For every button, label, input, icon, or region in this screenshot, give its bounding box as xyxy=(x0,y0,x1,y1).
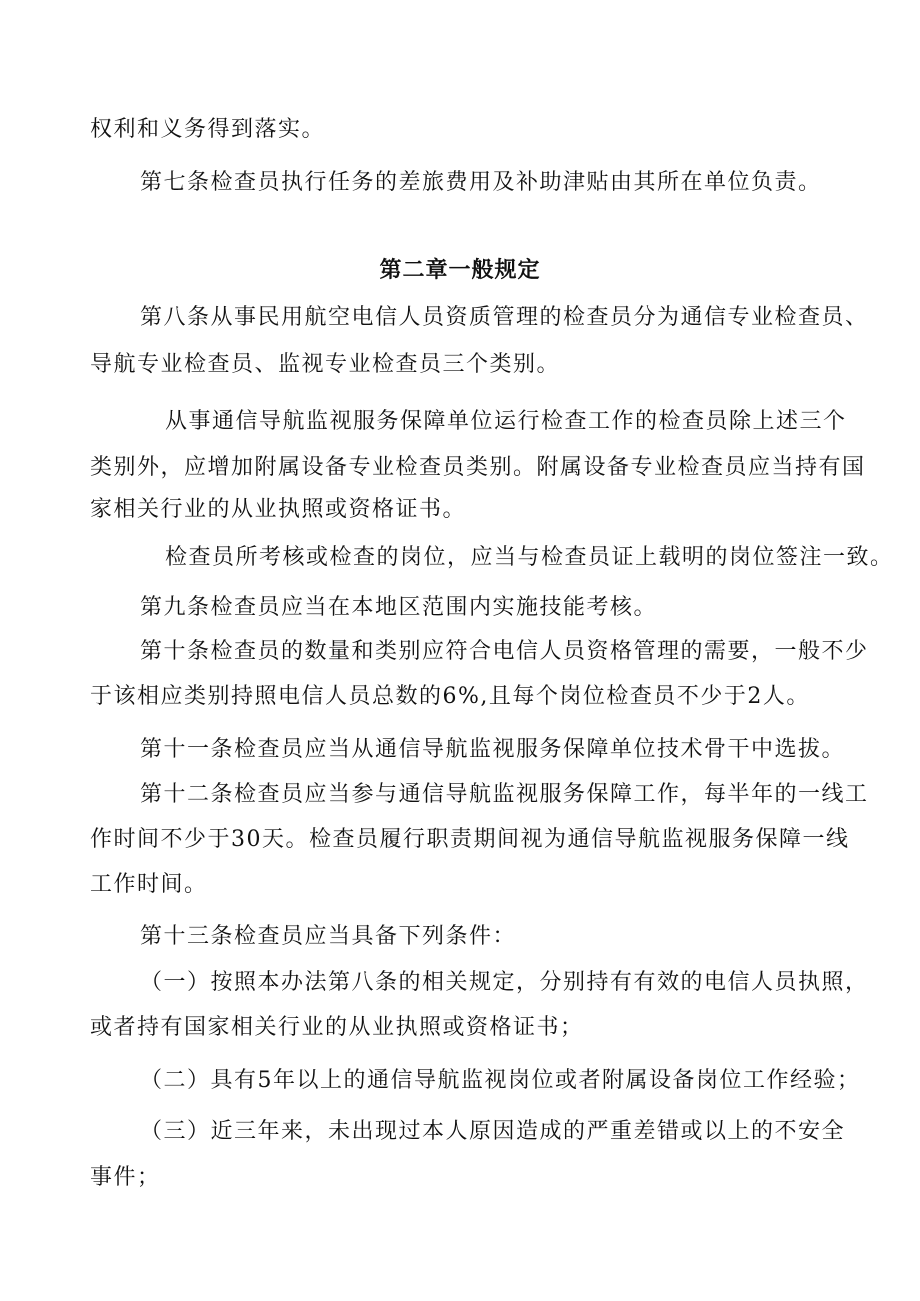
paragraph-line: 权利和义务得到落实。 xyxy=(90,117,326,142)
chapter-heading: 第二章一般规定 xyxy=(379,257,541,283)
paragraph-line: 家相关行业的从业执照或资格证书。 xyxy=(90,497,467,522)
article-10-line2: 于该相应类别持照电信人员总数的6%,且每个岗位检查员不少于2人。 xyxy=(90,684,810,709)
condition-3-line1: （三）近三年来，未出现过本人原因造成的严重差错或以上的不安全 xyxy=(140,1119,846,1144)
paragraph-line: 检查员所考核或检查的岗位，应当与检查员证上载明的岗位签注一致。 xyxy=(165,545,894,570)
article-8-line1: 第八条从事民用航空电信人员资质管理的检查员分为通信专业检查员、 xyxy=(140,305,869,330)
article-10-line1: 第十条检查员的数量和类别应符合电信人员资格管理的需要，一般不少 xyxy=(140,639,869,664)
article-13: 第十三条检查员应当具备下列条件： xyxy=(140,924,517,949)
paragraph-line: 类别外，应增加附属设备专业检查员类别。附属设备专业检查员应当持有国 xyxy=(90,455,866,480)
condition-1-line2: 或者持有国家相关行业的从业执照或资格证书； xyxy=(90,1015,584,1040)
article-11: 第十一条检查员应当从通信导航监视服务保障单位技术骨干中选拔。 xyxy=(140,737,846,762)
article-12-line2: 作时间不少于30天。检查员履行职责期间视为通信导航监视服务保障一线 xyxy=(90,827,850,852)
article-8-line2: 导航专业检查员、监视专业检查员三个类别。 xyxy=(90,352,561,377)
article-9: 第九条检查员应当在本地区范围内实施技能考核。 xyxy=(140,595,658,620)
article-12-line1: 第十二条检查员应当参与通信导航监视服务保障工作，每半年的一线工 xyxy=(140,782,869,807)
article-12-line3: 工作时间。 xyxy=(90,872,208,897)
condition-3-line2: 事件； xyxy=(90,1165,161,1190)
condition-1-line1: （一）按照本办法第八条的相关规定，分别持有有效的电信人员执照， xyxy=(140,970,869,995)
condition-2: （二）具有5年以上的通信导航监视岗位或者附属设备岗位工作经验； xyxy=(140,1068,861,1093)
article-7: 第七条检查员执行任务的差旅费用及补助津贴由其所在单位负责。 xyxy=(140,170,822,195)
paragraph-line: 从事通信导航监视服务保障单位运行检查工作的检查员除上述三个 xyxy=(165,409,847,434)
